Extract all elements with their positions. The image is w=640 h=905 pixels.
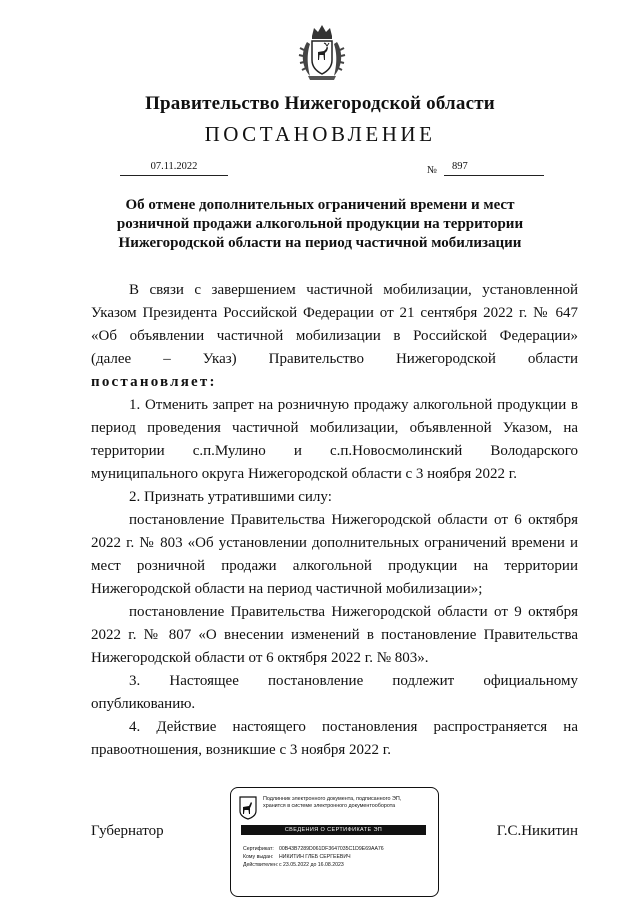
body-line: Нижегородской области от 6 октября 2022 г. № 803». [91,650,429,666]
stamp-header: СВЕДЕНИЯ О СЕРТИФИКАТЕ ЭП [241,825,426,835]
document-body [91,279,578,762]
body-line: 3. Настоящее постановление подлежит официальному [129,673,578,689]
validity-label: Действителен: [243,862,279,868]
body-line: период проведения частичной мобилизации, объявленной Указом, на [91,420,578,436]
body-line: мест розничной продажи алкогольной продукции на территории [91,558,578,574]
heading-line: Об отмене дополнительных ограничений времени и мест [125,197,515,213]
signatory-name: Г.С.Никитин [496,823,578,839]
electronic-signature-stamp [230,787,439,897]
heading-line: Нижегородской области на период частичной мобилизации [118,235,522,251]
number-sign: № [427,165,438,176]
document-heading [100,196,540,253]
owner-row [243,854,433,861]
heading-line: розничной продажи алкогольной продукции на территории [116,216,524,232]
validity-value: с 23.05.2022 до 16.08.2023 [279,862,344,868]
document-type: ПОСТАНОВЛЕНИЕ [204,122,436,146]
body-line: (далее – Указ) Правительство Нижегородской области [91,351,578,367]
body-line: Нижегородской области на период частичной мобилизации»; [91,581,483,597]
stamp-notice [263,796,433,810]
body-line: 2022 г. № 803 «Об установлении дополнительных ограничений времени и [91,535,578,551]
body-line: постановление Правительства Нижегородской области от 6 октября [129,512,578,528]
body-line: 1. Отменить запрет на розничную продажу алкогольной продукции в [129,397,578,413]
body-line: В связи с завершением частичной мобилизации, установленной [129,282,578,298]
document-date: 07.11.2022 [120,160,228,176]
body-line: 2022 г. № 807 «О внесении изменений в постановление Правительства [91,627,578,643]
stamp-notice-line: хранится в системе электронного документооборота [263,803,396,809]
document-number: 897 [452,161,468,172]
body-line: 4. Действие настоящего постановления распространяется на [129,719,578,735]
body-line: постановление Правительства Нижегородской области от 9 октября [129,604,578,620]
body-line: 2. Признать утратившими силу: [129,489,332,505]
signatory-position: Губернатор [91,823,164,839]
validity-row [243,862,433,869]
resolves-line: постановляет: [91,374,217,390]
certificate-label: Сертификат: [243,846,274,852]
document-number-line [444,160,544,176]
owner-value: НИКИТИН ГЛЕБ СЕРГЕЕВИЧ [279,854,351,860]
body-line: «Об объявлении частичной мобилизации в Российской Федерации» [91,328,578,344]
owner-label: Кому выдан: [243,854,274,860]
deer-emblem-icon [239,796,257,820]
body-line: Указом Президента Российской Федерации от 21 сентября 2022 г. № 647 [91,305,578,321]
certificate-value: 00B43B7289D061DF3647035C1D9E69AA76 [279,846,384,852]
body-line: муниципального округа Нижегородской области с 3 ноября 2022 г. [91,466,518,482]
government-title: Правительство Нижегородской области [145,93,495,114]
stamp-notice-line: Подлинник электронного документа, подписанного ЭП, [263,796,402,802]
coat-of-arms-emblem [298,22,346,84]
body-line: правоотношения, возникшие с 3 ноября 2022 г. [91,742,391,758]
body-line: территории с.п.Мулино и с.п.Новосмолинский Володарского [91,443,578,459]
certificate-row [243,846,433,853]
body-line: опубликованию. [91,696,196,712]
